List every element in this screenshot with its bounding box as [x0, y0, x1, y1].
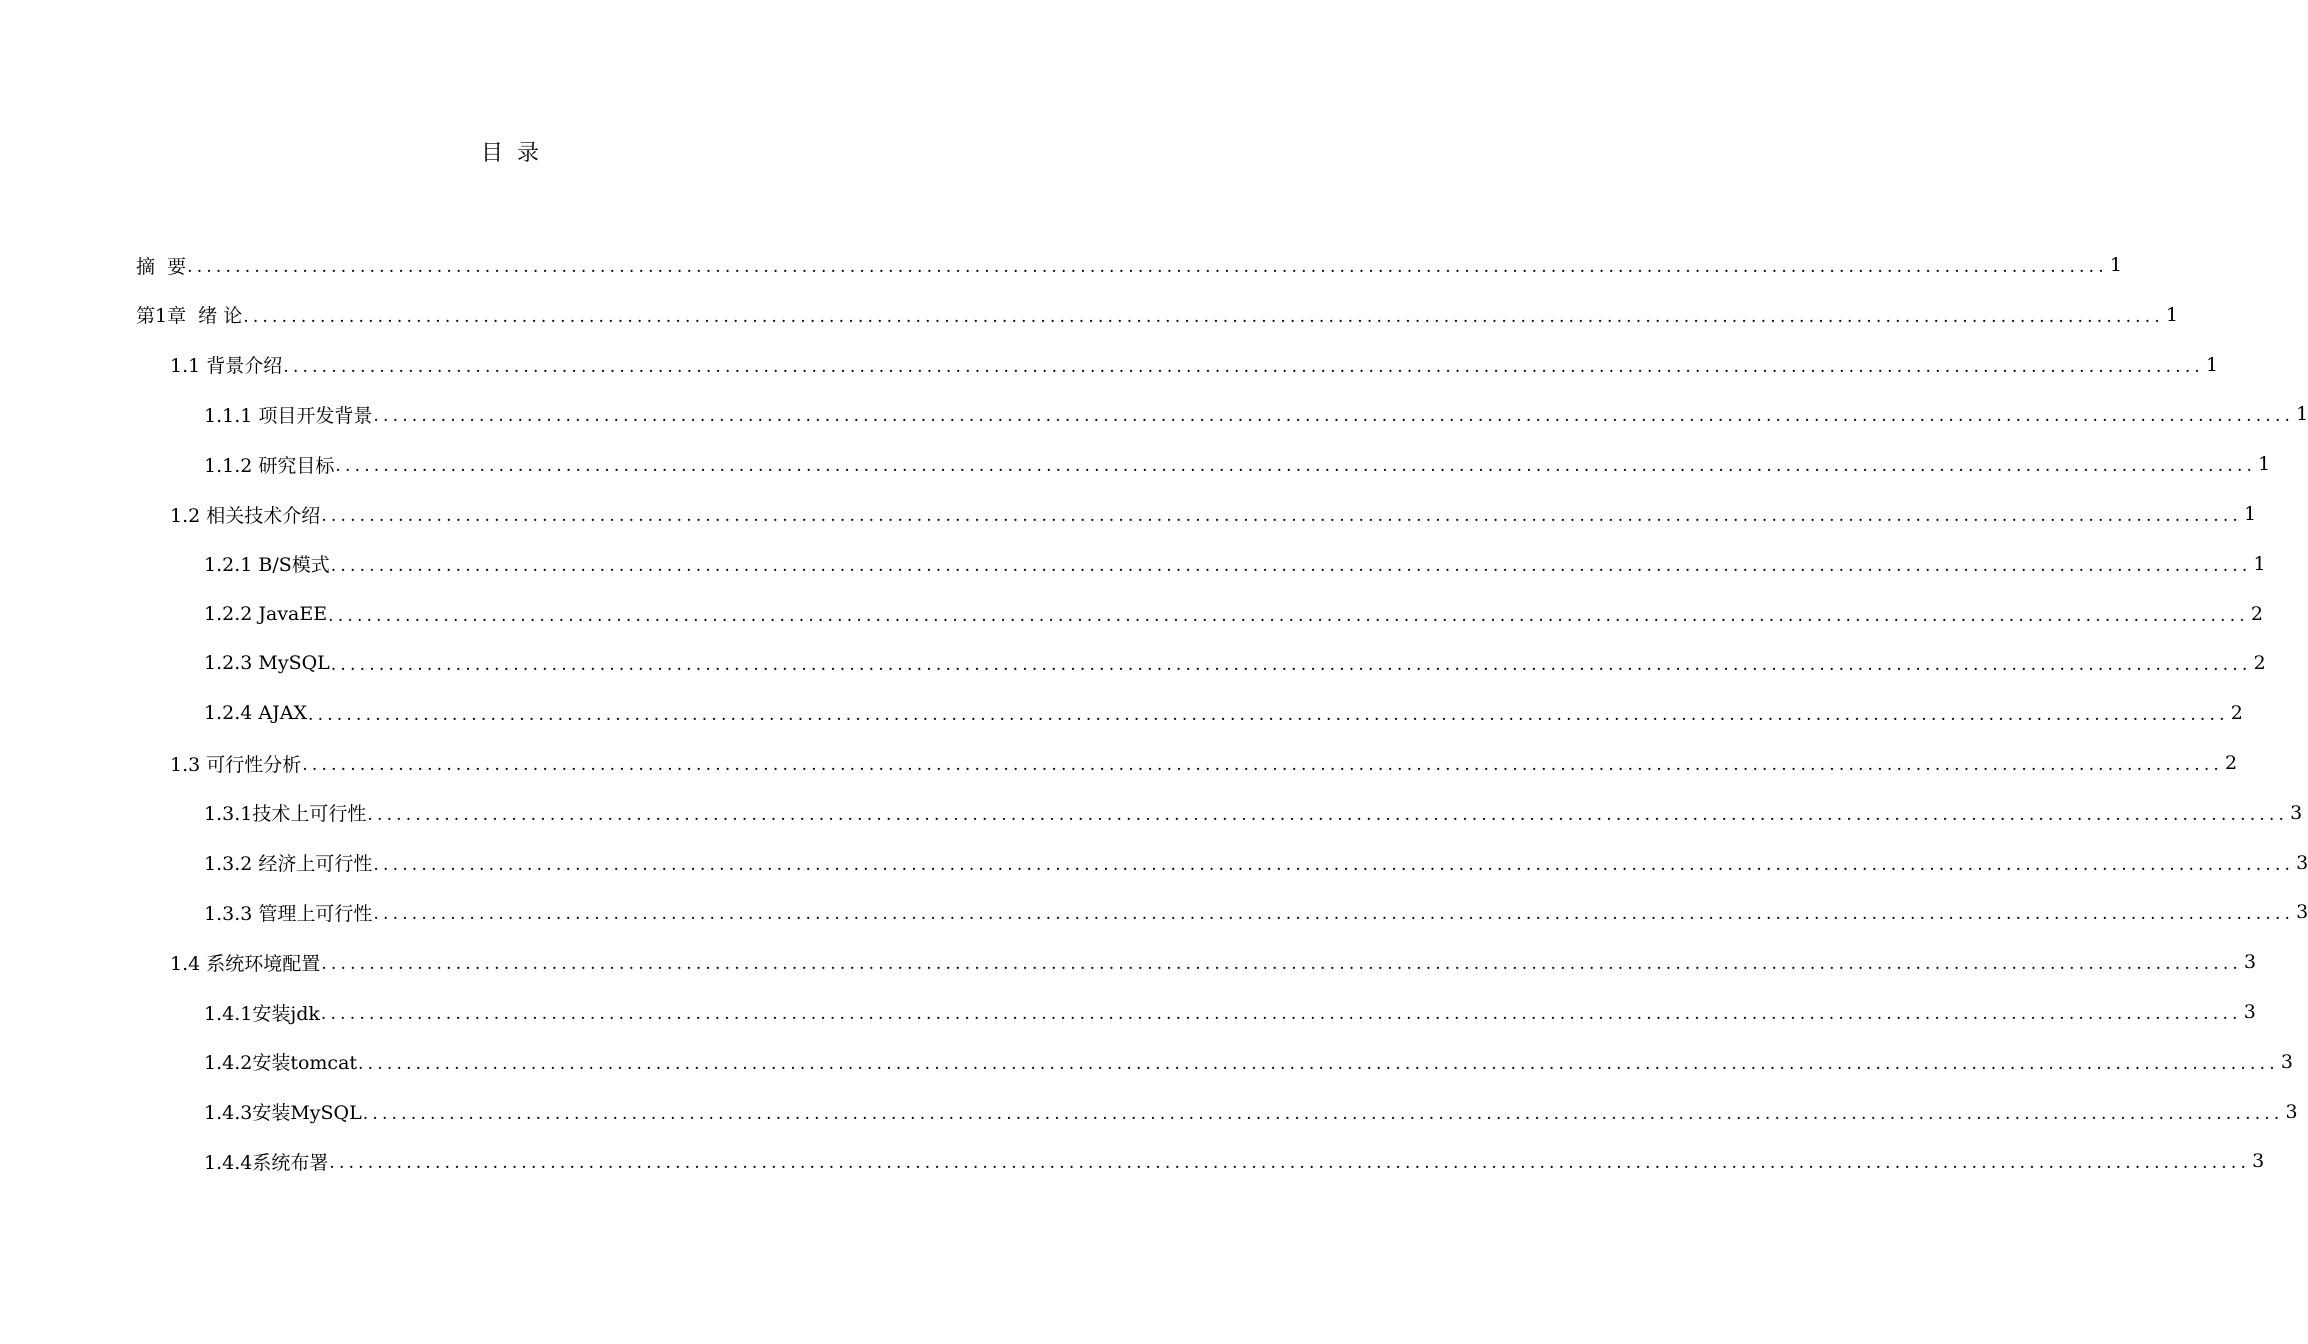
- toc-dot-leader: ........................................................................................................................................................................................................: [335, 456, 2257, 477]
- toc-entry[interactable]: [204, 1141, 2265, 1181]
- toc-entry-label: 1.4.2安装tomcat: [204, 1052, 358, 1075]
- toc-entry-page-number: 3: [2285, 1100, 2298, 1123]
- toc-entry-page-number: 3: [2296, 901, 2308, 924]
- toc-entry[interactable]: [204, 444, 2271, 484]
- toc-entry-page-number: 1: [2258, 453, 2271, 476]
- toc-dot-leader: ........................................................................................................................................................................................................: [328, 605, 2249, 626]
- toc-entry[interactable]: [204, 693, 2243, 733]
- toc-entry[interactable]: [204, 643, 2266, 683]
- toc-entry[interactable]: [204, 793, 2303, 833]
- toc-entry-label: 1.1.1 项目开发背景: [204, 404, 373, 427]
- toc-entry-label: 1.2.4 AJAX: [204, 702, 307, 725]
- toc-dot-leader: ........................................................................................................................................................................................................: [307, 705, 2229, 726]
- toc-entry[interactable]: [136, 245, 2122, 285]
- toc-dot-leader: ........................................................................................................................................................................................................: [302, 755, 2224, 775]
- toc-entry-page-number: 3: [2244, 951, 2257, 974]
- toc-dot-leader: ........................................................................................................................................................................................................: [321, 506, 2243, 526]
- toc-entry-page-number: 3: [2280, 1050, 2293, 1073]
- toc-entry[interactable]: [204, 544, 2266, 584]
- toc-entry-label: 1.4.1安装jdk: [204, 1002, 320, 1025]
- toc-entry-page-number: 2: [2225, 752, 2238, 774]
- toc-dot-leader: ........................................................................................................................................................................................................: [283, 356, 2205, 377]
- toc-entry-page-number: 1: [2109, 254, 2122, 276]
- toc-entry[interactable]: [204, 594, 2263, 634]
- toc-entry[interactable]: [170, 494, 2257, 534]
- toc-entry-label: 1.4 系统环境配置: [170, 952, 321, 975]
- toc-title: 目 录: [481, 141, 539, 166]
- toc-entry-label: 1.4.4系统布署: [204, 1151, 329, 1174]
- toc-entry-label: 1.3.3 管理上可行性: [204, 902, 373, 925]
- toc-entry-page-number: 1: [2206, 353, 2219, 376]
- toc-dot-leader: ........................................................................................................................................................................................................: [373, 406, 2295, 427]
- toc-dot-leader: ........................................................................................................................................................................................................: [373, 854, 2295, 875]
- toc-entry[interactable]: [170, 345, 2219, 385]
- toc-dot-leader: ........................................................................................................................................................................................................: [367, 804, 2289, 825]
- toc-entry-page-number: 1: [2244, 503, 2257, 525]
- toc-dot-leader: ........................................................................................................................................................................................................: [187, 257, 2108, 277]
- toc-entry-label: 第1章 绪 论: [136, 305, 243, 328]
- toc-entry-page-number: 3: [2296, 851, 2308, 874]
- toc-entry[interactable]: [170, 743, 2238, 783]
- toc-entry[interactable]: [204, 992, 2256, 1032]
- toc-dot-leader: ........................................................................................................................................................................................................: [320, 1004, 2242, 1024]
- toc-entry-page-number: 1: [2165, 303, 2179, 326]
- toc-entry-page-number: 2: [2250, 602, 2263, 625]
- toc-entry-label: 1.2.1 B/S模式: [204, 554, 330, 577]
- toc-entry-label: 1.2 相关技术介绍: [170, 504, 321, 527]
- toc-entry[interactable]: [136, 295, 2179, 335]
- toc-entry[interactable]: [204, 892, 2308, 932]
- toc-entry-label: 摘 要: [136, 255, 187, 278]
- toc-entry-label: 1.2.3 MySQL: [204, 652, 330, 675]
- toc-dot-leader: ........................................................................................................................................................................................................: [243, 306, 2164, 327]
- toc-dot-leader: ........................................................................................................................................................................................................: [329, 1153, 2251, 1174]
- toc-dot-leader: ........................................................................................................................................................................................................: [330, 655, 2252, 676]
- toc-entry-label: 1.3.2 经济上可行性: [204, 853, 373, 876]
- toc-entry-page-number: 1: [2296, 403, 2308, 426]
- toc-entry[interactable]: [204, 1042, 2293, 1082]
- toc-dot-leader: ........................................................................................................................................................................................................: [362, 1103, 2284, 1124]
- toc-entry-label: 1.4.3安装MySQL: [204, 1102, 362, 1125]
- toc-entry-page-number: 3: [2252, 1150, 2265, 1173]
- toc-entry-label: 1.1.2 研究目标: [204, 454, 335, 477]
- toc-entry[interactable]: [170, 942, 2257, 982]
- toc-entry-page-number: 3: [2290, 801, 2303, 824]
- toc-entry-label: 1.2.2 JavaEE: [204, 602, 328, 625]
- toc-dot-leader: ........................................................................................................................................................................................................: [321, 954, 2243, 975]
- toc-dot-leader: ........................................................................................................................................................................................................: [358, 1053, 2279, 1074]
- toc-entry[interactable]: [204, 394, 2308, 434]
- toc-entry-page-number: 1: [2253, 552, 2266, 575]
- toc-dot-leader: ........................................................................................................................................................................................................: [330, 555, 2252, 576]
- toc-entry-label: 1.3 可行性分析: [170, 753, 302, 776]
- toc-entry[interactable]: [204, 1092, 2298, 1132]
- toc-entry-page-number: 2: [2253, 652, 2266, 675]
- toc-entry-label: 1.3.1技术上可行性: [204, 803, 367, 826]
- toc-dot-leader: ........................................................................................................................................................................................................: [373, 904, 2295, 925]
- toc-entry[interactable]: [204, 843, 2308, 883]
- toc-entry-page-number: 2: [2230, 702, 2243, 725]
- toc-entry-page-number: 3: [2243, 1001, 2256, 1023]
- toc-entry-label: 1.1 背景介绍: [170, 355, 283, 378]
